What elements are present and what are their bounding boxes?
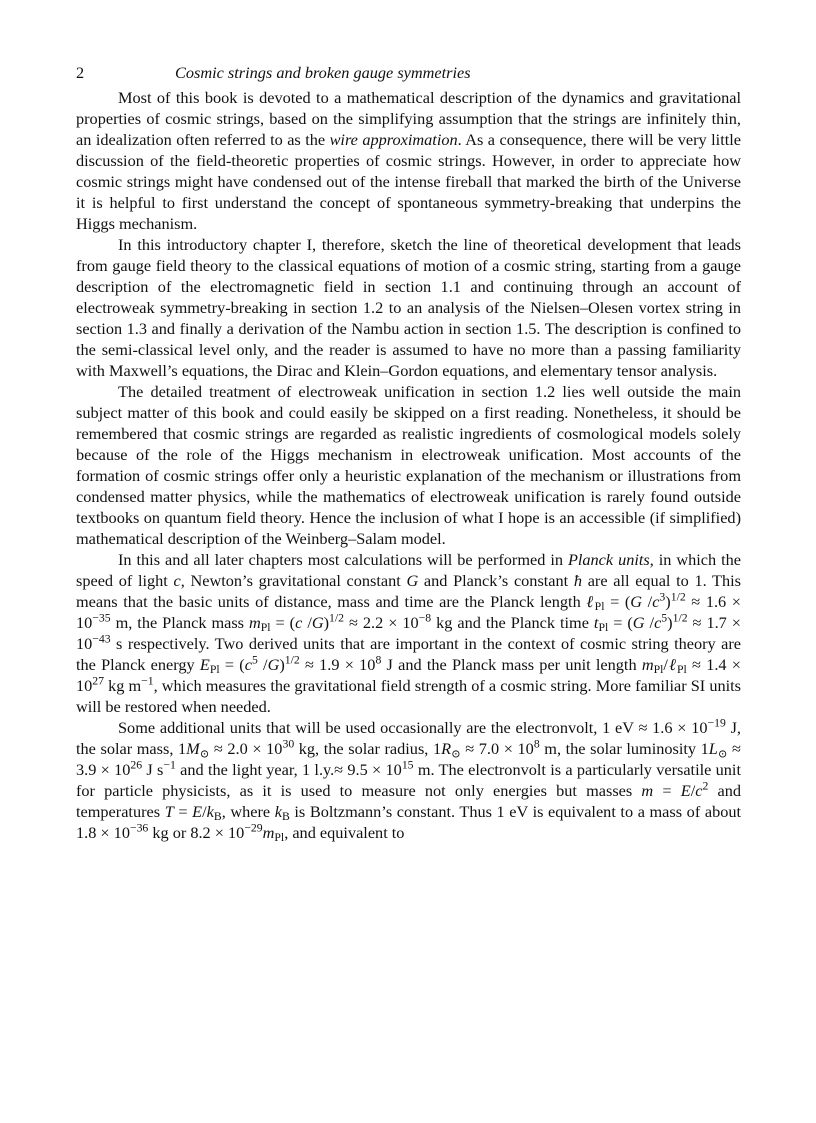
paragraph-1: Most of this book is devoted to a mathematical description of the dynamics and gravitational properties of cosmic strings, based on the simplifying assumption that the strings are infinitely thin, an idealization often referred to as the wire approximation. As a consequence, there will be very little discussion of the field-theoretic properties of cosmic strings. However, in order to appreciate how cosmic strings might have condensed out of the intense fireball that marked the birth of the Universe it is helpful to first understand the concept of spontaneous symmetry-breaking that underpins the Higgs mechanism. [76, 88, 741, 233]
paragraph-4: In this and all later chapters most calculations will be performed in Planck units, in which the speed of light c, Newton’s gravitational constant G and Planck’s constant ħ are all equal to 1. This means that the basic units of distance, mass and time are the Planck length ℓ$_{Pl}$ = (G $/c^3)^{1/2} \approx 1.6 \times 10^{-35}$ m, the Planck mass $m_{Pl} = (c$ $/G)^{1/2} \approx 2.2 \times 10^{-8}$ kg and the Planck time $t_{Pl} = (G$ $/c^5)^{1/2} \approx 1.7 \times 10^{-43}$ s respectively. Two derived units that are important in the context of cosmic string theory are the Planck energy $E_{Pl} = (c^5$ $/G)^{1/2} \approx 1.9 \times 10^8$ J and the Planck mass per unit length $m_{Pl}/\ell_{Pl} \approx 1.4 \times 10^{27}$ kg $m^{-1}$, which measures the gravitational field strength of a cosmic string. More familiar SI units will be restored when needed. [76, 550, 741, 716]
page-number: 2 [76, 63, 85, 82]
paragraph-2: In this introductory chapter I, therefore, sketch the line of theoretical development that leads from gauge field theory to the classical equations of motion of a cosmic string, starting from a gauge description of the electromagnetic field in section 1.1 and continuing through an account of electroweak symmetry-breaking in section 1.2 to an analysis of the Nielsen–Olesen vortex string in section 1.3 and finally a derivation of the Nambu action in section 1.5. The description is confined to the semi-classical level only, and the reader is assumed to have no more than a passing familiarity with Maxwell’s equations, the Dirac and Klein–Gordon equations, and elementary tensor analysis. [76, 235, 741, 380]
running-title: Cosmic strings and broken gauge symmetries [175, 63, 471, 82]
page-header [76, 56, 741, 82]
emphasis-wire-approximation: wire approximation [329, 130, 458, 149]
paragraph-3: The detailed treatment of electroweak unification in section 1.2 lies well outside the main subject matter of this book and could easily be skipped on a first reading. Nonetheless, it should be remembered that cosmic strings are regarded as realistic ingredients of cosmological models solely because of the role of the Higgs mechanism in electroweak unification. Most accounts of the formation of cosmic strings offer only a heuristic explanation of the mechanism or illustrations from condensed matter physics, while the mathematics of electroweak unification is rarely found outside textbooks on quantum field theory. Hence the inclusion of what I hope is an accessible (if simplified) mathematical description of the Weinberg–Salam model. [76, 382, 741, 548]
book-page [76, 56, 741, 843]
paragraph-5: Some additional units that will be used occasionally are the electronvolt, 1 eV ≈ $1.6 \times 10^{-19}$ J, the solar mass, $1M_⊙ \approx 2.0 \times 10^{30}$ kg, the solar radius, $1R_⊙ \approx 7.0 \times 10^8$ m, the solar luminosity $1L_⊙ \approx 3.9 \times 10^{26}$ J $s^{-1}$ and the light year, 1 $l.y.\approx 9.5 \times 10^{15}$ m. The electronvolt is a particularly versatile unit for particle physicists, as it is used to measure not only energies but masses $m = E/c^2$ and temperatures $T = E/k_B$, where $k_B$ is Boltzmann’s constant. Thus 1 eV is equivalent to a mass of about $1.8 \times 10^{-36}$ kg or $8.2 \times 10^{-29}m_{Pl}$, and equivalent to [76, 716, 742, 844]
